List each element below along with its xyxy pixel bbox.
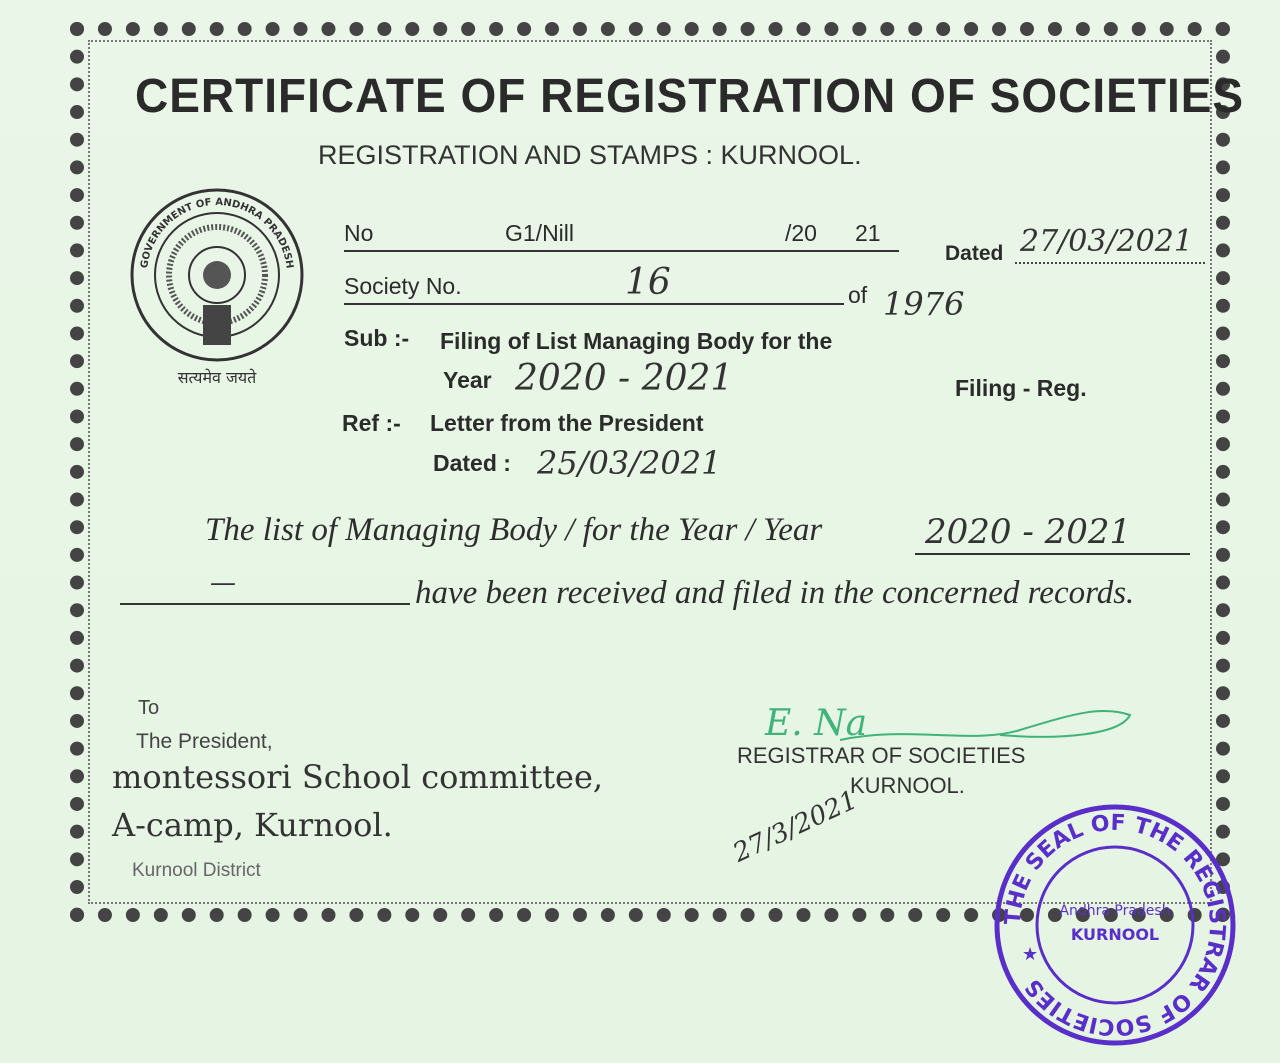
ref-label: Ref :-: [342, 410, 401, 436]
body-line-1: The list of Managing Body / for the Year / Year: [205, 512, 823, 548]
dated-label: Dated: [945, 242, 1004, 265]
government-emblem: [125, 180, 310, 390]
sub-label: Sub :-: [344, 325, 410, 351]
ref-dated-value: 25/03/2021: [537, 444, 722, 482]
body-line-1-value: 2020 - 2021: [925, 512, 1132, 552]
of-label: of: [848, 282, 868, 308]
seal-star-icon: ★: [1022, 944, 1039, 964]
society-value: 16: [625, 262, 671, 303]
year-suffix: 21: [855, 220, 881, 246]
sub-text: Filing of List Managing Body for the: [440, 328, 833, 354]
body-line-2-value: —: [210, 568, 236, 598]
certificate-subtitle: REGISTRATION AND STAMPS : KURNOOL.: [318, 140, 862, 170]
registrar-seal: [990, 800, 1240, 1050]
addressee-hand-line-1: montessori School committee,: [112, 758, 604, 796]
body-line-2-underline: [120, 603, 410, 605]
body-line-2: have been received and filed in the concerned records.: [415, 575, 1135, 611]
registrar-initial-date: 27/3/2021: [728, 785, 863, 869]
president-label: The President,: [136, 730, 273, 753]
filing-reg: Filing - Reg.: [955, 375, 1087, 401]
society-label: Society No.: [344, 273, 462, 299]
emblem-motto: सत्यमेव जयते: [177, 368, 257, 387]
certificate-title: CERTIFICATE OF REGISTRATION OF SOCIETIES: [135, 67, 1245, 123]
seal-ring-text: THE SEAL OF THE REGISTRAR OF SOCIETIES: [1000, 810, 1230, 1040]
registrar-place: KURNOOL.: [850, 773, 965, 798]
seal-center-line-1: Andhra Pradesh: [1059, 903, 1171, 919]
seal-center-line-2: KURNOOL: [1070, 925, 1160, 944]
no-underline: [344, 250, 899, 252]
dated-value: 27/03/2021: [1020, 224, 1193, 259]
year-label: Year: [443, 367, 492, 393]
no-value: G1/Nill: [505, 220, 575, 246]
body-line-1-underline: [915, 553, 1190, 555]
district-label: Kurnool District: [132, 860, 261, 881]
dated-dots: [1015, 262, 1205, 264]
year-prefix: /20: [785, 220, 817, 246]
ref-dated-label: Dated :: [433, 450, 511, 476]
registrar-title: REGISTRAR OF SOCIETIES: [737, 743, 1026, 768]
addressee-hand-line-2: A-camp, Kurnool.: [112, 806, 393, 844]
signature-text: E. Na: [765, 703, 868, 744]
year-value: 2020 - 2021: [515, 358, 734, 399]
of-year: 1976: [883, 285, 965, 323]
society-underline: [344, 303, 844, 305]
no-label: No: [344, 220, 374, 246]
emblem-ring-text: GOVERNMENT OF ANDHRA PRADESH: [139, 196, 295, 270]
ref-text: Letter from the President: [430, 410, 704, 436]
to-label: To: [138, 697, 160, 719]
